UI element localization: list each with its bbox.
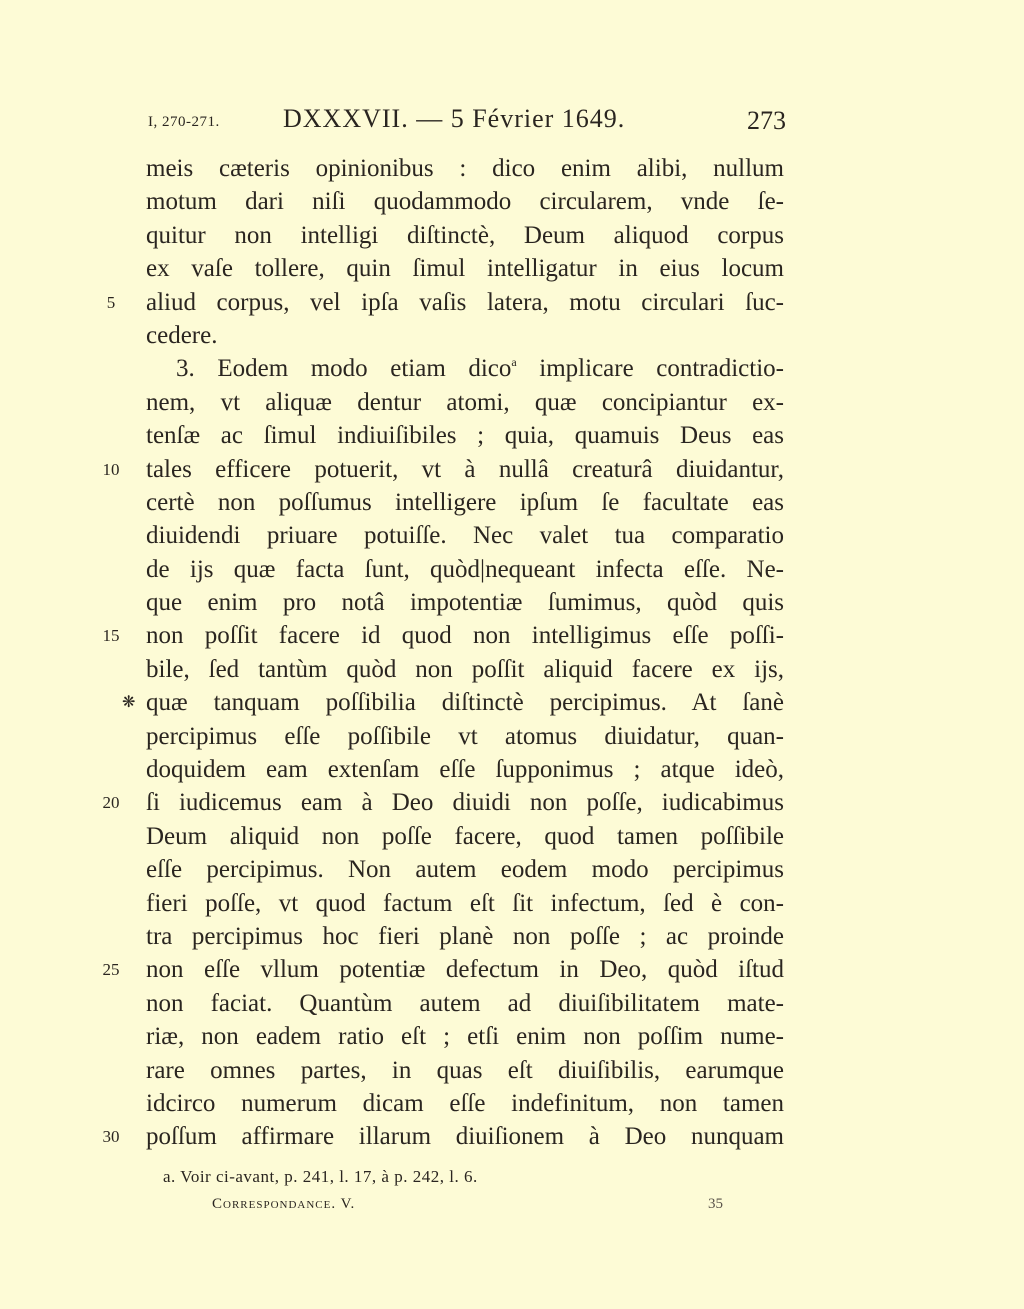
text-line <box>146 1020 784 1053</box>
text-line <box>146 720 784 753</box>
signature-number: 35 <box>708 1196 723 1212</box>
text-line <box>146 653 784 686</box>
page-break-marker-icon: ❋ <box>122 694 136 712</box>
line-text: fieri poſſe, vt quod factum eſt ſit infectum, ſed è con- <box>146 889 784 917</box>
text-line <box>146 319 784 352</box>
line-text: eſſe percipimus. Non autem eodem modo percipimus <box>146 856 784 884</box>
line-text: tra percipimus hoc fieri planè non poſſe ; ac proinde <box>146 922 784 950</box>
text-line <box>146 820 784 853</box>
page-number: 273 <box>747 106 786 135</box>
footnote: a. Voir ci-avant, p. 241, l. 17, à p. 242, l. 6. <box>163 1167 478 1186</box>
text-line <box>146 519 784 552</box>
body-text <box>102 152 784 1154</box>
line-text: idcirco numerum dicam eſſe indefinitum, non tamen <box>146 1089 784 1117</box>
text-line <box>146 586 784 619</box>
line-text: meis cæteris opinionibus : dico enim alibi, nullum <box>146 155 784 182</box>
line-text: que enim pro notâ impotentiæ ſumimus, quòd quis <box>146 589 784 617</box>
text-line <box>146 753 784 786</box>
text-line <box>146 185 784 218</box>
line-text: doquidem eam extenſam eſſe ſupponimus ; atque ideò, <box>146 756 784 784</box>
line-number: 30 <box>102 1127 120 1147</box>
header-reference: I, 270-271. <box>148 114 220 130</box>
line-number: 5 <box>106 292 116 312</box>
line-text: diuidendi priuare potuiſſe. Nec valet tua comparatio <box>146 522 784 550</box>
text-line <box>146 1087 784 1120</box>
text-line <box>102 619 784 652</box>
line-text: aliud corpus, vel ipſa vaſis latera, motu circulari ſuc- <box>146 288 784 316</box>
line-number: 20 <box>102 793 120 813</box>
line-number: 10 <box>102 459 120 479</box>
text-line <box>146 920 784 953</box>
line-text-continued: implicare contradictio- <box>516 355 784 383</box>
text-line <box>146 152 784 185</box>
text-line <box>146 887 784 920</box>
text-line <box>146 553 784 586</box>
text-line <box>146 987 784 1020</box>
line-text: non faciat. Quantùm autem ad diuiſibilitatem mate- <box>146 989 784 1017</box>
line-text: quitur non intelligi diſtinctè, Deum aliquod corpus <box>146 221 784 249</box>
line-text: tenſæ ac ſimul indiuiſibiles ; quia, quamuis Deus eas <box>146 422 784 450</box>
line-text: ex vaſe tollere, quin ſimul intelligatur in eius locum <box>146 255 784 283</box>
line-text: percipimus eſſe poſſibile vt atomus diuidatur, quan- <box>146 722 784 750</box>
line-text: rare omnes partes, in quas eſt diuiſibilis, earumque <box>146 1056 784 1084</box>
line-text: riæ, non eadem ratio eſt ; etſi enim non poſſim nume- <box>146 1023 784 1051</box>
line-text: de ijs quæ facta ſunt, quòd|nequeant infecta eſſe. Ne- <box>146 555 784 583</box>
text-line <box>102 453 784 486</box>
text-line <box>146 486 784 519</box>
text-line <box>146 252 784 285</box>
line-text: non eſſe vllum potentiæ defectum in Deo, quòd iſtud <box>146 956 784 984</box>
line-text: certè non poſſumus intelligere ipſum ſe facultate eas <box>146 488 784 516</box>
line-number: 25 <box>102 960 120 980</box>
footnote-ref: a <box>511 355 517 370</box>
line-text: cedere. <box>146 321 218 349</box>
text-line <box>122 686 784 719</box>
text-line <box>146 386 784 419</box>
header-title: DXXXVII. — 5 Février 1649. <box>283 104 626 133</box>
text-line <box>146 419 784 452</box>
line-text: bile, ſed tantùm quòd non poſſit aliquid facere ex ijs, <box>146 655 784 683</box>
text-line <box>102 1120 784 1153</box>
text-line <box>146 853 784 886</box>
line-text: non poſſit facere id quod non intelligimus eſſe poſſi- <box>146 622 784 650</box>
line-text: Deum aliquid non poſſe facere, quod tamen poſſibile <box>146 822 784 850</box>
line-text: quæ tanquam poſſibilia diſtinctè percipimus. At ſanè <box>146 689 784 717</box>
line-text: poſſum affirmare illarum diuiſionem à Deo nunquam <box>146 1123 784 1151</box>
text-line <box>102 953 784 986</box>
line-number: 15 <box>102 626 120 646</box>
text-line <box>146 1054 784 1087</box>
signature-mark: Correspondance. V. <box>212 1196 356 1212</box>
line-text: nem, vt aliquæ dentur atomi, quæ concipiantur ex- <box>146 388 784 416</box>
line-text: motum dari niſi quodammodo circularem, vnde ſe- <box>146 188 784 216</box>
text-line <box>102 786 784 819</box>
text-line <box>146 219 784 252</box>
text-line <box>106 286 784 319</box>
line-text: 3. Eodem modo etiam dico <box>176 355 512 383</box>
line-text: tales efficere potuerit, vt à nullâ creaturâ diuidantur, <box>146 455 784 483</box>
running-header <box>146 104 786 138</box>
text-line <box>146 352 784 385</box>
line-text: ſi iudicemus eam à Deo diuidi non poſſe, iudicabimus <box>146 789 784 817</box>
